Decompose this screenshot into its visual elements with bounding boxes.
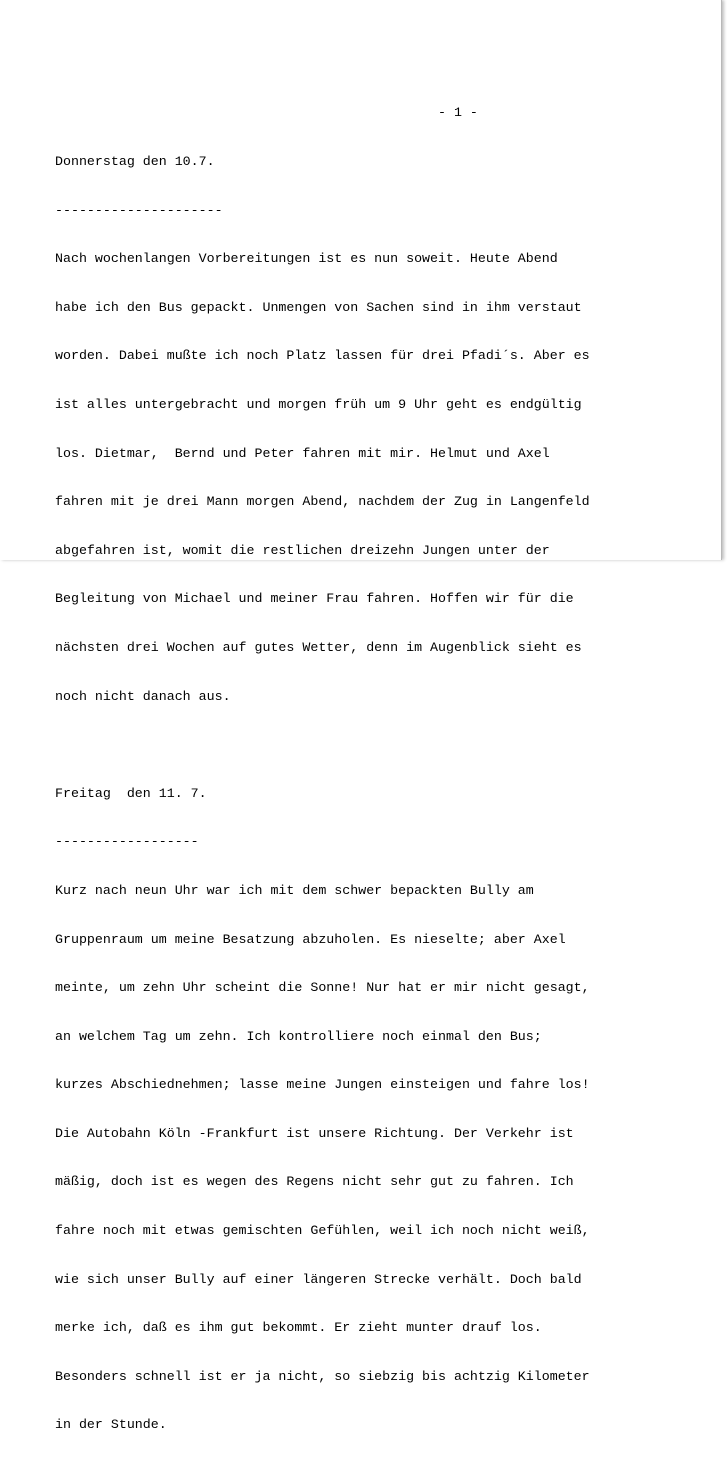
line-text: noch nicht danach aus. bbox=[55, 688, 231, 704]
line-text: merke ich, daß es ihm gut bekommt. Er zieht munter drauf los. bbox=[55, 1320, 542, 1336]
line-text: wie sich unser Bully auf einer längeren Strecke verhält. Doch bald bbox=[55, 1271, 582, 1287]
line-text: ist alles untergebracht und morgen früh um 9 Uhr geht es endgültig bbox=[55, 396, 582, 412]
line-blank bbox=[55, 737, 590, 753]
line-date-heading-1: Donnerstag den 10.7. bbox=[55, 154, 215, 169]
line-text: mäßig, doch ist es wegen des Regens nicht sehr gut zu fahren. Ich bbox=[55, 1174, 574, 1190]
line-text: meinte, um zehn Uhr scheint die Sonne! Nur hat er mir nicht gesagt, bbox=[55, 980, 590, 996]
line-text: nächsten drei Wochen auf gutes Wetter, denn im Augenblick sieht es bbox=[55, 639, 582, 655]
line-text: kurzes Abschiednehmen; lasse meine Jungen einsteigen und fahre los! bbox=[55, 1077, 590, 1093]
line-text: Gruppenraum um meine Besatzung abzuholen. Es nieselte; aber Axel bbox=[55, 931, 566, 947]
line-text: worden. Dabei mußte ich noch Platz lassen für drei Pfadi´s. Aber es bbox=[55, 348, 590, 364]
line-text: fahren mit je drei Mann morgen Abend, nachdem der Zug in Langenfeld bbox=[55, 494, 590, 510]
line-text: fahre noch mit etwas gemischten Gefühlen, weil ich noch nicht weiß, bbox=[55, 1223, 590, 1239]
line-text: habe ich den Bus gepackt. Unmengen von Sachen sind in ihm verstaut bbox=[55, 299, 582, 315]
line-text: in der Stunde. bbox=[55, 1417, 167, 1433]
line-text: Die Autobahn Köln -Frankfurt ist unsere Richtung. Der Verkehr ist bbox=[55, 1125, 574, 1141]
line-separator-2: ------------------ bbox=[55, 834, 199, 850]
line-text: Nach wochenlangen Vorbereitungen ist es nun soweit. Heute Abend bbox=[55, 251, 558, 267]
line-text: Begleitung von Michael und meiner Frau fahren. Hoffen wir für die bbox=[55, 591, 574, 607]
line-separator-1: --------------------- bbox=[55, 202, 223, 218]
document-body[interactable] bbox=[55, 73, 590, 1466]
line-text: Kurz nach neun Uhr war ich mit dem schwer bepackten Bully am bbox=[55, 882, 534, 898]
line-date-heading-2: Freitag den 11. 7. bbox=[55, 785, 207, 801]
line-text: los. Dietmar, Bernd und Peter fahren mit mir. Helmut und Axel bbox=[55, 445, 550, 461]
page-number: - 1 - bbox=[55, 105, 478, 121]
line-text: an welchem Tag um zehn. Ich kontrolliere noch einmal den Bus; bbox=[55, 1028, 542, 1044]
line-text: abgefahren ist, womit die restlichen dreizehn Jungen unter der bbox=[55, 542, 550, 558]
line-text: Besonders schnell ist er ja nicht, so siebzig bis achtzig Kilometer bbox=[55, 1368, 590, 1384]
